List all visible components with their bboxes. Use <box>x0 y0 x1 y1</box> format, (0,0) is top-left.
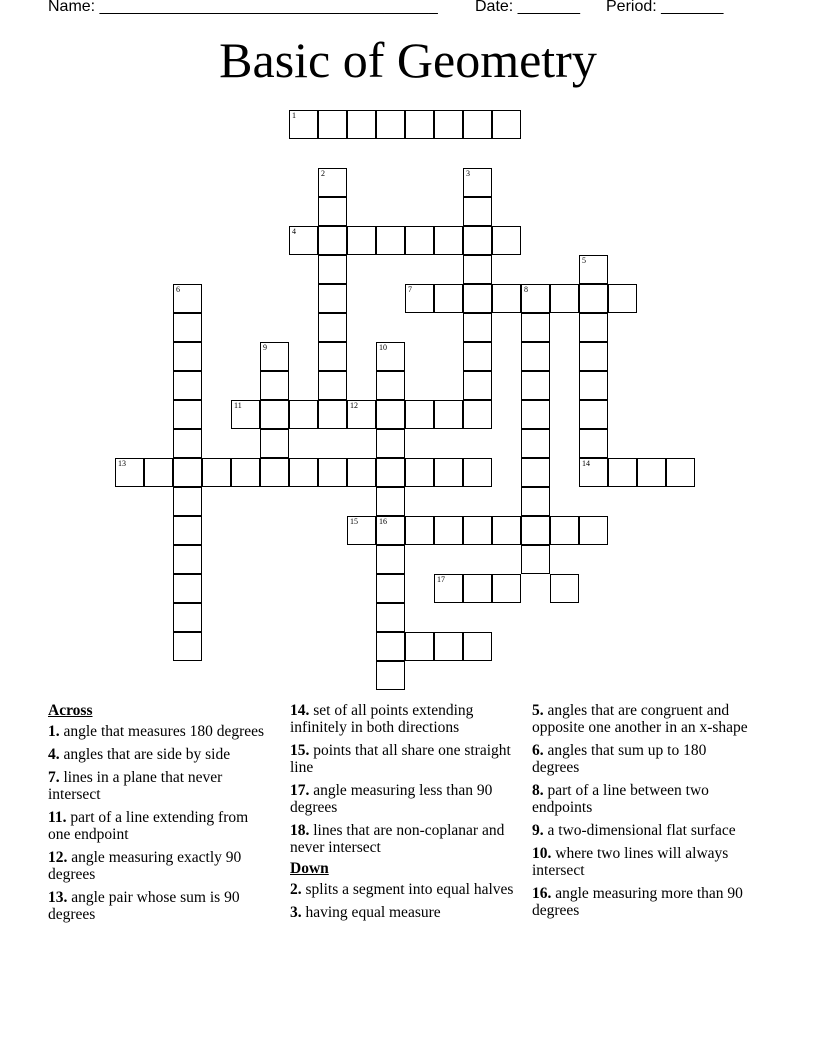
crossword-cell[interactable] <box>434 284 463 313</box>
crossword-cell[interactable] <box>463 110 492 139</box>
crossword-cell[interactable] <box>173 371 202 400</box>
crossword-cell[interactable] <box>347 226 376 255</box>
clue-item <box>532 782 757 816</box>
crossword-cell[interactable] <box>579 516 608 545</box>
crossword-cell[interactable] <box>550 574 579 603</box>
clue-number-label: 2. <box>290 881 302 898</box>
crossword-cell[interactable] <box>173 342 202 371</box>
across-clue-list-continued <box>290 702 515 856</box>
clue-text: lines in a plane that never intersect <box>48 769 223 803</box>
clue-item <box>48 809 273 843</box>
crossword-cell[interactable] <box>289 226 318 255</box>
crossword-cell[interactable] <box>318 342 347 371</box>
crossword-cell[interactable] <box>492 574 521 603</box>
clues-column-2 <box>290 702 515 927</box>
crossword-cell[interactable] <box>579 313 608 342</box>
clue-number-label: 16. <box>532 885 552 902</box>
clue-number: 1 <box>292 111 296 120</box>
crossword-cell[interactable] <box>463 255 492 284</box>
down-clue-list <box>290 881 515 921</box>
crossword-cell[interactable] <box>376 458 405 487</box>
crossword-cell[interactable] <box>434 516 463 545</box>
crossword-cell[interactable] <box>231 458 260 487</box>
crossword-cell[interactable] <box>521 284 550 313</box>
clue-text: points that all share one straight line <box>290 742 511 776</box>
crossword-cell[interactable] <box>173 516 202 545</box>
crossword-cell[interactable] <box>376 226 405 255</box>
crossword-cell[interactable] <box>434 632 463 661</box>
crossword-cell[interactable] <box>579 429 608 458</box>
crossword-cell[interactable] <box>289 458 318 487</box>
crossword-cell[interactable] <box>347 400 376 429</box>
clues-column-3 <box>532 702 757 925</box>
clue-text: set of all points extending infinitely in both directions <box>290 702 474 736</box>
crossword-cell[interactable] <box>550 284 579 313</box>
crossword-cell[interactable] <box>347 110 376 139</box>
clue-number: 16 <box>379 517 387 526</box>
crossword-cell[interactable] <box>173 313 202 342</box>
clue-text: angle measuring less than 90 degrees <box>290 782 493 816</box>
period-field-label[interactable]: Period: _______ <box>606 0 724 15</box>
crossword-cell[interactable] <box>521 313 550 342</box>
clue-number-label: 15. <box>290 742 310 759</box>
crossword-cell[interactable] <box>521 516 550 545</box>
student-info-header <box>48 0 748 20</box>
crossword-cell[interactable] <box>405 226 434 255</box>
clue-number: 8 <box>524 285 528 294</box>
crossword-cell[interactable] <box>376 429 405 458</box>
clue-text: splits a segment into equal halves <box>305 881 514 898</box>
crossword-cell[interactable] <box>173 545 202 574</box>
clue-item <box>532 885 757 919</box>
crossword-cell[interactable] <box>376 110 405 139</box>
crossword-cell[interactable] <box>260 400 289 429</box>
crossword-cell[interactable] <box>144 458 173 487</box>
clue-item <box>290 782 515 816</box>
crossword-cell[interactable] <box>405 632 434 661</box>
clue-text: part of a line extending from one endpoint <box>48 809 249 843</box>
crossword-cell[interactable] <box>463 632 492 661</box>
crossword-cell[interactable] <box>463 371 492 400</box>
clue-number-label: 18. <box>290 822 310 839</box>
crossword-cell[interactable] <box>260 342 289 371</box>
clue-number: 5 <box>582 256 586 265</box>
crossword-cell[interactable] <box>463 168 492 197</box>
crossword-cell[interactable] <box>434 458 463 487</box>
crossword-cell[interactable] <box>405 400 434 429</box>
crossword-cell[interactable] <box>318 226 347 255</box>
clue-item <box>532 702 757 736</box>
clue-number-label: 1. <box>48 723 60 740</box>
crossword-cell[interactable] <box>202 458 231 487</box>
clues-column-1 <box>48 702 273 929</box>
crossword-cell[interactable] <box>260 458 289 487</box>
clue-text: where two lines will always intersect <box>532 845 729 879</box>
crossword-cell[interactable] <box>521 429 550 458</box>
crossword-cell[interactable] <box>579 458 608 487</box>
crossword-cell[interactable] <box>463 400 492 429</box>
crossword-cell[interactable] <box>318 313 347 342</box>
clue-text: angles that are side by side <box>63 746 231 763</box>
crossword-cell[interactable] <box>521 371 550 400</box>
across-clue-list <box>48 723 273 923</box>
crossword-cell[interactable] <box>173 632 202 661</box>
crossword-cell[interactable] <box>173 400 202 429</box>
crossword-cell[interactable] <box>376 603 405 632</box>
crossword-cell[interactable] <box>115 458 144 487</box>
crossword-cell[interactable] <box>318 371 347 400</box>
clue-text: a two-dimensional flat surface <box>547 822 736 839</box>
clue-text: angle pair whose sum is 90 degrees <box>48 889 240 923</box>
clue-item <box>532 742 757 776</box>
clue-number: 12 <box>350 401 358 410</box>
crossword-cell[interactable] <box>521 487 550 516</box>
page-title: Basic of Geometry <box>219 32 597 88</box>
crossword-cell[interactable] <box>463 313 492 342</box>
crossword-cell[interactable] <box>492 284 521 313</box>
crossword-cell[interactable] <box>376 342 405 371</box>
clue-item <box>532 845 757 879</box>
clue-text: lines that are non-coplanar and never intersect <box>290 822 505 856</box>
clue-number-label: 4. <box>48 746 60 763</box>
clue-number: 4 <box>292 227 296 236</box>
crossword-cell[interactable] <box>318 284 347 313</box>
crossword-cell[interactable] <box>492 226 521 255</box>
crossword-cell[interactable] <box>463 226 492 255</box>
clue-number: 9 <box>263 343 267 352</box>
crossword-cell[interactable] <box>376 661 405 690</box>
crossword-cell[interactable] <box>347 458 376 487</box>
date-field-label[interactable]: Date: _______ <box>475 0 580 15</box>
clue-number: 17 <box>437 575 445 584</box>
clue-number-label: 11. <box>48 809 67 826</box>
crossword-cell[interactable] <box>608 458 637 487</box>
clue-number-label: 14. <box>290 702 310 719</box>
crossword-cell[interactable] <box>173 284 202 313</box>
clue-item <box>48 769 273 803</box>
crossword-cell[interactable] <box>376 371 405 400</box>
clue-number-label: 5. <box>532 702 544 719</box>
clue-number-label: 8. <box>532 782 544 799</box>
clue-number-label: 17. <box>290 782 310 799</box>
clue-text: having equal measure <box>305 904 441 921</box>
crossword-cell[interactable] <box>579 255 608 284</box>
crossword-cell[interactable] <box>434 226 463 255</box>
crossword-cell[interactable] <box>260 371 289 400</box>
clue-item <box>290 742 515 776</box>
crossword-cell[interactable] <box>463 574 492 603</box>
clue-item <box>290 822 515 856</box>
crossword-cell[interactable] <box>347 516 376 545</box>
crossword-cell[interactable] <box>550 516 579 545</box>
crossword-cell[interactable] <box>405 284 434 313</box>
name-field-label[interactable]: Name: ______________________________________ <box>48 0 438 15</box>
crossword-cell[interactable] <box>463 284 492 313</box>
crossword-cell[interactable] <box>260 429 289 458</box>
crossword-cell[interactable] <box>579 400 608 429</box>
crossword-cell[interactable] <box>666 458 695 487</box>
crossword-cell[interactable] <box>492 516 521 545</box>
crossword-cell[interactable] <box>318 110 347 139</box>
clue-number-label: 13. <box>48 889 68 906</box>
crossword-cell[interactable] <box>434 110 463 139</box>
crossword-cell[interactable] <box>173 574 202 603</box>
crossword-cell[interactable] <box>608 284 637 313</box>
clue-number: 13 <box>118 459 126 468</box>
crossword-cell[interactable] <box>376 574 405 603</box>
crossword-cell[interactable] <box>289 400 318 429</box>
crossword-cell[interactable] <box>173 458 202 487</box>
clue-item <box>290 904 515 921</box>
clue-text: angles that are congruent and opposite one another in an x-shape <box>532 702 748 736</box>
clue-number: 7 <box>408 285 412 294</box>
clue-number: 3 <box>466 169 470 178</box>
crossword-cell[interactable] <box>405 458 434 487</box>
clue-number: 2 <box>321 169 325 178</box>
clue-number-label: 12. <box>48 849 68 866</box>
clue-item <box>48 746 273 763</box>
crossword-cell[interactable] <box>376 545 405 574</box>
clue-text: angle measuring exactly 90 degrees <box>48 849 242 883</box>
clue-number: 14 <box>582 459 590 468</box>
crossword-cell[interactable] <box>318 197 347 226</box>
crossword-cell[interactable] <box>173 603 202 632</box>
crossword-cell[interactable] <box>579 371 608 400</box>
crossword-cell[interactable] <box>173 487 202 516</box>
crossword-cell[interactable] <box>173 429 202 458</box>
down-heading: Down <box>290 860 329 877</box>
clue-item <box>48 849 273 883</box>
crossword-cell[interactable] <box>521 458 550 487</box>
crossword-cell[interactable] <box>318 400 347 429</box>
clue-number: 10 <box>379 343 387 352</box>
crossword-cell[interactable] <box>231 400 260 429</box>
crossword-cell[interactable] <box>463 516 492 545</box>
crossword-cell[interactable] <box>405 516 434 545</box>
crossword-cell[interactable] <box>376 632 405 661</box>
crossword-cell[interactable] <box>463 342 492 371</box>
crossword-cell[interactable] <box>521 342 550 371</box>
crossword-cell[interactable] <box>579 284 608 313</box>
clue-text: part of a line between two endpoints <box>532 782 709 816</box>
crossword-cell[interactable] <box>289 110 318 139</box>
clue-item <box>532 822 757 839</box>
crossword-cell[interactable] <box>637 458 666 487</box>
clue-number-label: 6. <box>532 742 544 759</box>
clue-number-label: 9. <box>532 822 544 839</box>
crossword-cell[interactable] <box>318 458 347 487</box>
crossword-cell[interactable] <box>492 110 521 139</box>
crossword-cell[interactable] <box>376 516 405 545</box>
crossword-cell[interactable] <box>376 487 405 516</box>
clue-number-label: 10. <box>532 845 552 862</box>
crossword-cell[interactable] <box>579 342 608 371</box>
clue-number-label: 7. <box>48 769 60 786</box>
crossword-cell[interactable] <box>434 400 463 429</box>
clue-text: angle measuring more than 90 degrees <box>532 885 743 919</box>
clue-number: 6 <box>176 285 180 294</box>
clue-text: angles that sum up to 180 degrees <box>532 742 707 776</box>
crossword-cell[interactable] <box>521 400 550 429</box>
crossword-cell[interactable] <box>434 574 463 603</box>
clue-item <box>48 723 273 740</box>
down-clue-list-continued <box>532 702 757 919</box>
crossword-cell[interactable] <box>463 458 492 487</box>
clue-item <box>290 881 515 898</box>
crossword-cell[interactable] <box>405 110 434 139</box>
crossword-cell[interactable] <box>521 545 550 574</box>
clue-text: angle that measures 180 degrees <box>63 723 265 740</box>
clue-number: 15 <box>350 517 358 526</box>
crossword-cell[interactable] <box>376 400 405 429</box>
crossword-cell[interactable] <box>318 168 347 197</box>
clue-item <box>48 889 273 923</box>
across-heading: Across <box>48 702 93 719</box>
clue-number: 11 <box>234 401 242 410</box>
crossword-cell[interactable] <box>463 197 492 226</box>
crossword-cell[interactable] <box>318 255 347 284</box>
clue-item <box>290 702 515 736</box>
clue-number-label: 3. <box>290 904 302 921</box>
